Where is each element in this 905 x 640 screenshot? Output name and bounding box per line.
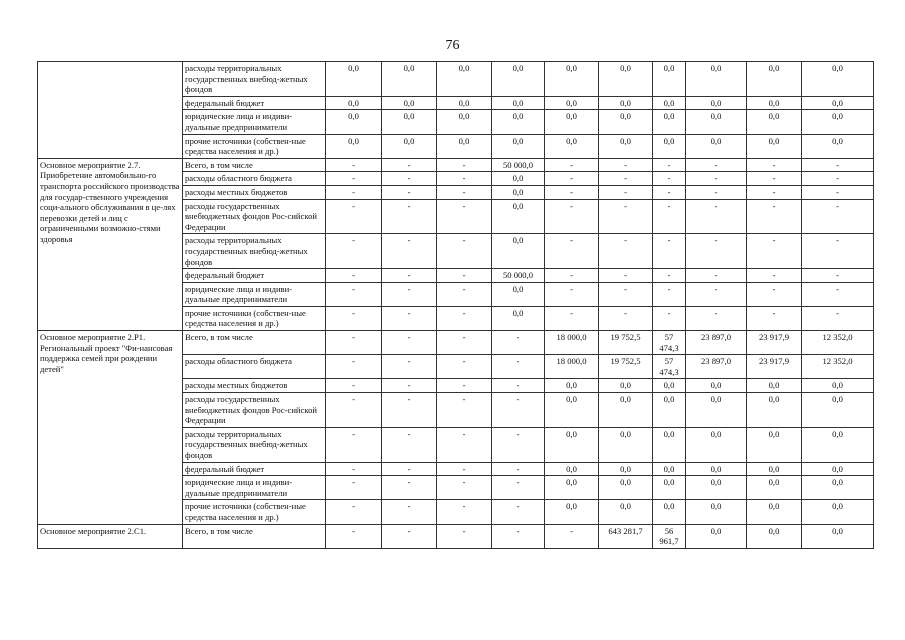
value-cell: -: [437, 331, 492, 355]
value-cell: -: [802, 306, 874, 330]
value-cell: -: [437, 282, 492, 306]
value-cell: 0,0: [545, 96, 599, 110]
value-cell: 0,0: [326, 62, 382, 97]
value-cell: 0,0: [802, 524, 874, 548]
funding-source-cell: федеральный бюджет: [183, 269, 326, 283]
value-cell: -: [326, 379, 382, 393]
value-cell: 0,0: [492, 306, 545, 330]
value-cell: 0,0: [686, 524, 747, 548]
value-cell: -: [326, 158, 382, 172]
value-cell: 0,0: [802, 427, 874, 462]
value-cell: -: [382, 524, 437, 548]
value-cell: 12 352,0: [802, 355, 874, 379]
value-cell: -: [747, 269, 802, 283]
value-cell: -: [802, 234, 874, 269]
value-cell: -: [545, 172, 599, 186]
table-row: [38, 331, 874, 355]
value-cell: -: [437, 172, 492, 186]
value-cell: 0,0: [802, 62, 874, 97]
value-cell: -: [747, 306, 802, 330]
funding-source-cell: расходы территориальных государственных внебюд-жетных фондов: [183, 234, 326, 269]
value-cell: 0,0: [747, 110, 802, 134]
value-cell: -: [802, 185, 874, 199]
value-cell: 23 897,0: [686, 355, 747, 379]
value-cell: 0,0: [747, 393, 802, 428]
value-cell: -: [382, 282, 437, 306]
value-cell: -: [326, 234, 382, 269]
value-cell: -: [437, 185, 492, 199]
value-cell: -: [492, 355, 545, 379]
measure-name-cell: Основное мероприятие 2.С1.: [38, 524, 183, 548]
value-cell: 0,0: [492, 199, 545, 234]
funding-source-cell: прочие источники (собствен-ные средства населения и др.): [183, 500, 326, 524]
value-cell: 0,0: [653, 476, 686, 500]
value-cell: -: [802, 282, 874, 306]
value-cell: 0,0: [492, 172, 545, 186]
funding-source-cell: юридические лица и индиви-дуальные предприниматели: [183, 110, 326, 134]
value-cell: -: [492, 500, 545, 524]
value-cell: 18 000,0: [545, 355, 599, 379]
value-cell: 0,0: [545, 379, 599, 393]
value-cell: 0,0: [686, 62, 747, 97]
value-cell: -: [686, 185, 747, 199]
value-cell: -: [382, 427, 437, 462]
value-cell: 0,0: [653, 134, 686, 158]
funding-source-cell: расходы областного бюджета: [183, 172, 326, 186]
value-cell: -: [599, 306, 653, 330]
value-cell: 0,0: [545, 393, 599, 428]
value-cell: 19 752,5: [599, 331, 653, 355]
value-cell: 0,0: [492, 110, 545, 134]
value-cell: -: [653, 234, 686, 269]
value-cell: -: [437, 306, 492, 330]
value-cell: 0,0: [437, 134, 492, 158]
funding-source-cell: Всего, в том числе: [183, 158, 326, 172]
value-cell: 0,0: [599, 393, 653, 428]
value-cell: 0,0: [492, 282, 545, 306]
page-number: 76: [445, 38, 460, 53]
value-cell: 0,0: [747, 462, 802, 476]
value-cell: -: [545, 306, 599, 330]
budget-table: [37, 61, 874, 549]
value-cell: 0,0: [437, 110, 492, 134]
value-cell: 23 917,9: [747, 331, 802, 355]
value-cell: -: [382, 185, 437, 199]
value-cell: -: [492, 393, 545, 428]
value-cell: -: [326, 199, 382, 234]
funding-source-cell: прочие источники (собствен-ные средства населения и др.): [183, 134, 326, 158]
value-cell: 0,0: [802, 110, 874, 134]
funding-source-cell: расходы государственных внебюджетных фондов Рос-сийской Федерации: [183, 393, 326, 428]
value-cell: 0,0: [599, 96, 653, 110]
value-cell: -: [545, 234, 599, 269]
value-cell: 56 961,7: [653, 524, 686, 548]
value-cell: -: [802, 158, 874, 172]
value-cell: -: [747, 172, 802, 186]
value-cell: 0,0: [599, 476, 653, 500]
value-cell: -: [382, 172, 437, 186]
value-cell: 0,0: [492, 185, 545, 199]
value-cell: 0,0: [653, 110, 686, 134]
value-cell: -: [492, 427, 545, 462]
value-cell: -: [492, 331, 545, 355]
value-cell: 0,0: [686, 379, 747, 393]
value-cell: 0,0: [599, 134, 653, 158]
value-cell: 0,0: [382, 110, 437, 134]
value-cell: -: [382, 355, 437, 379]
value-cell: 50 000,0: [492, 158, 545, 172]
value-cell: 18 000,0: [545, 331, 599, 355]
funding-source-cell: расходы местных бюджетов: [183, 185, 326, 199]
value-cell: -: [326, 462, 382, 476]
value-cell: -: [545, 185, 599, 199]
value-cell: -: [545, 524, 599, 548]
value-cell: -: [653, 158, 686, 172]
funding-source-cell: Всего, в том числе: [183, 524, 326, 548]
value-cell: -: [492, 476, 545, 500]
value-cell: -: [686, 306, 747, 330]
value-cell: 0,0: [747, 62, 802, 97]
value-cell: 0,0: [382, 134, 437, 158]
value-cell: 0,0: [437, 96, 492, 110]
value-cell: 0,0: [545, 476, 599, 500]
value-cell: -: [686, 282, 747, 306]
value-cell: -: [686, 172, 747, 186]
value-cell: -: [653, 185, 686, 199]
value-cell: -: [545, 269, 599, 283]
value-cell: 0,0: [653, 393, 686, 428]
value-cell: 0,0: [599, 110, 653, 134]
value-cell: -: [686, 269, 747, 283]
value-cell: 0,0: [492, 96, 545, 110]
funding-source-cell: расходы территориальных государственных внебюд-жетных фондов: [183, 427, 326, 462]
value-cell: 0,0: [686, 500, 747, 524]
funding-source-cell: расходы местных бюджетов: [183, 379, 326, 393]
value-cell: 0,0: [686, 393, 747, 428]
value-cell: -: [492, 379, 545, 393]
value-cell: 0,0: [686, 462, 747, 476]
value-cell: 0,0: [437, 62, 492, 97]
value-cell: 0,0: [545, 427, 599, 462]
value-cell: -: [545, 282, 599, 306]
value-cell: 0,0: [492, 134, 545, 158]
value-cell: 0,0: [599, 379, 653, 393]
value-cell: -: [747, 199, 802, 234]
value-cell: -: [747, 185, 802, 199]
value-cell: -: [382, 393, 437, 428]
measure-name-cell: [38, 62, 183, 159]
funding-source-cell: прочие источники (собствен-ные средства населения и др.): [183, 306, 326, 330]
value-cell: -: [382, 500, 437, 524]
value-cell: 0,0: [747, 134, 802, 158]
value-cell: -: [326, 393, 382, 428]
value-cell: 0,0: [747, 524, 802, 548]
value-cell: -: [326, 524, 382, 548]
value-cell: 57 474,3: [653, 331, 686, 355]
value-cell: 0,0: [802, 379, 874, 393]
funding-source-cell: Всего, в том числе: [183, 331, 326, 355]
value-cell: -: [382, 234, 437, 269]
value-cell: -: [802, 199, 874, 234]
value-cell: 0,0: [686, 427, 747, 462]
value-cell: -: [382, 199, 437, 234]
measure-name-cell: Основное мероприятие 2.7. Приобретение автомобильно-го транспорта российского производства для государ-ственного учреждения соци-ального обслуживания в це-лях перевозки детей и лиц с ограниченными возможно-стями здоровья: [38, 158, 183, 330]
value-cell: 19 752,5: [599, 355, 653, 379]
value-cell: -: [437, 393, 492, 428]
value-cell: -: [653, 172, 686, 186]
value-cell: -: [653, 199, 686, 234]
value-cell: 0,0: [326, 110, 382, 134]
value-cell: 0,0: [653, 62, 686, 97]
value-cell: 12 352,0: [802, 331, 874, 355]
value-cell: -: [382, 158, 437, 172]
value-cell: 0,0: [599, 462, 653, 476]
value-cell: 57 474,3: [653, 355, 686, 379]
value-cell: -: [437, 427, 492, 462]
table-row: [38, 62, 874, 97]
value-cell: -: [437, 524, 492, 548]
value-cell: -: [599, 269, 653, 283]
value-cell: 0,0: [545, 110, 599, 134]
value-cell: 0,0: [599, 62, 653, 97]
value-cell: -: [686, 158, 747, 172]
value-cell: -: [686, 199, 747, 234]
value-cell: 0,0: [802, 96, 874, 110]
value-cell: -: [437, 158, 492, 172]
value-cell: 0,0: [653, 379, 686, 393]
value-cell: -: [545, 158, 599, 172]
value-cell: 0,0: [686, 110, 747, 134]
value-cell: 0,0: [653, 500, 686, 524]
value-cell: -: [747, 158, 802, 172]
value-cell: 0,0: [326, 134, 382, 158]
value-cell: 23 897,0: [686, 331, 747, 355]
value-cell: -: [437, 234, 492, 269]
value-cell: 0,0: [802, 476, 874, 500]
value-cell: 0,0: [545, 462, 599, 476]
value-cell: 50 000,0: [492, 269, 545, 283]
value-cell: 0,0: [653, 462, 686, 476]
value-cell: 0,0: [747, 427, 802, 462]
value-cell: 0,0: [802, 462, 874, 476]
funding-source-cell: федеральный бюджет: [183, 96, 326, 110]
value-cell: 0,0: [686, 134, 747, 158]
value-cell: 0,0: [686, 476, 747, 500]
value-cell: -: [326, 269, 382, 283]
table-row: [38, 158, 874, 172]
value-cell: -: [492, 524, 545, 548]
value-cell: -: [326, 476, 382, 500]
value-cell: -: [437, 379, 492, 393]
value-cell: -: [747, 282, 802, 306]
value-cell: -: [437, 269, 492, 283]
value-cell: -: [492, 462, 545, 476]
table-body: [38, 62, 874, 549]
value-cell: -: [545, 199, 599, 234]
value-cell: -: [382, 379, 437, 393]
value-cell: -: [382, 476, 437, 500]
value-cell: -: [437, 199, 492, 234]
value-cell: -: [326, 306, 382, 330]
value-cell: 0,0: [653, 427, 686, 462]
value-cell: 0,0: [802, 134, 874, 158]
value-cell: 23 917,9: [747, 355, 802, 379]
value-cell: 0,0: [382, 96, 437, 110]
value-cell: -: [437, 462, 492, 476]
measure-name-cell: Основное мероприятие 2.Р1. Региональный проект "Фи-нансовая поддержка семей при рождении детей": [38, 331, 183, 525]
value-cell: 0,0: [545, 62, 599, 97]
funding-source-cell: расходы государственных внебюджетных фондов Рос-сийской Федерации: [183, 199, 326, 234]
funding-source-cell: юридические лица и индиви-дуальные предприниматели: [183, 282, 326, 306]
funding-source-cell: федеральный бюджет: [183, 462, 326, 476]
value-cell: -: [382, 462, 437, 476]
value-cell: -: [326, 427, 382, 462]
value-cell: 0,0: [382, 62, 437, 97]
value-cell: 0,0: [492, 234, 545, 269]
value-cell: -: [382, 269, 437, 283]
value-cell: 0,0: [802, 393, 874, 428]
table-row: [38, 524, 874, 548]
value-cell: -: [326, 355, 382, 379]
value-cell: -: [686, 234, 747, 269]
value-cell: -: [326, 172, 382, 186]
value-cell: -: [599, 234, 653, 269]
value-cell: 643 281,7: [599, 524, 653, 548]
funding-source-cell: расходы территориальных государственных внебюд-жетных фондов: [183, 62, 326, 97]
value-cell: -: [599, 282, 653, 306]
value-cell: -: [653, 306, 686, 330]
value-cell: 0,0: [545, 500, 599, 524]
value-cell: -: [382, 331, 437, 355]
value-cell: -: [326, 282, 382, 306]
value-cell: 0,0: [747, 96, 802, 110]
value-cell: -: [326, 500, 382, 524]
value-cell: -: [326, 331, 382, 355]
value-cell: -: [653, 269, 686, 283]
value-cell: -: [437, 500, 492, 524]
value-cell: -: [599, 158, 653, 172]
value-cell: -: [599, 172, 653, 186]
value-cell: 0,0: [599, 500, 653, 524]
value-cell: -: [437, 355, 492, 379]
value-cell: 0,0: [802, 500, 874, 524]
value-cell: -: [802, 172, 874, 186]
funding-source-cell: расходы областного бюджета: [183, 355, 326, 379]
value-cell: 0,0: [686, 96, 747, 110]
value-cell: 0,0: [747, 379, 802, 393]
value-cell: 0,0: [747, 476, 802, 500]
value-cell: -: [747, 234, 802, 269]
value-cell: -: [326, 185, 382, 199]
value-cell: -: [437, 476, 492, 500]
value-cell: 0,0: [653, 96, 686, 110]
value-cell: 0,0: [326, 96, 382, 110]
value-cell: 0,0: [545, 134, 599, 158]
funding-source-cell: юридические лица и индиви-дуальные предприниматели: [183, 476, 326, 500]
value-cell: -: [382, 306, 437, 330]
value-cell: -: [599, 199, 653, 234]
value-cell: -: [599, 185, 653, 199]
value-cell: -: [802, 269, 874, 283]
value-cell: 0,0: [599, 427, 653, 462]
value-cell: -: [653, 282, 686, 306]
value-cell: 0,0: [747, 500, 802, 524]
value-cell: 0,0: [492, 62, 545, 97]
